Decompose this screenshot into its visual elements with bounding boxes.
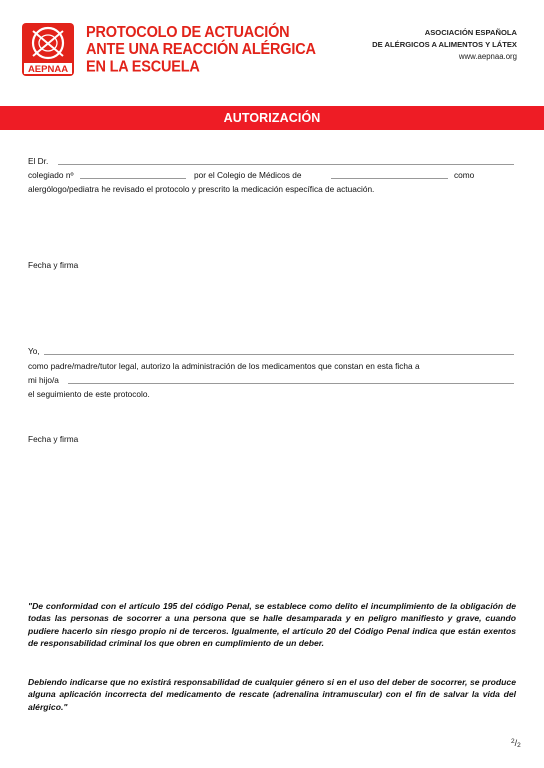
legal-note-paragraph-1: "De conformidad con el artículo 195 del código Penal, se establece como delito el incumplimiento de la obligación de todas las personas de socorrer a una persona que se halle desamparada y en peligro manifiesto y grave, cuando pudiere hacerlo sin riesgo propio ni de terceros. Igualmente, el artículo 20 del Código Penal indica que están exentos de responsabilidad criminal los que obren en cumplimiento de un deber. [28, 601, 516, 649]
doctor-statement: alergólogo/pediatra he revisado el protocolo y prescrito la medicación específica de actuación. [28, 184, 375, 194]
association-name-line2: DE ALÉRGICOS A ALIMENTOS Y LÁTEX [372, 40, 517, 49]
association-website: www.aepnaa.org [458, 52, 517, 61]
title-line-3: EN LA ESCUELA [86, 58, 200, 76]
colegiado-number-field[interactable] [80, 178, 186, 179]
page-number: $^2/_2$ [511, 738, 521, 749]
logo-text: AEPNAA [27, 64, 69, 75]
colegio-city-field[interactable] [331, 178, 448, 179]
page-current: 2 [511, 738, 515, 745]
child-name-field[interactable] [68, 383, 514, 384]
page-total: 2 [517, 742, 521, 749]
legal-note-paragraph-2: Debiendo indicarse que no existirá responsabilidad de cualquier género si en el uso del deber de socorrer, se produce alguna aplicación incorrecta del medicamento de rescate (adrenalina intramuscular) con el fin de salvar la vida del alérgico." [28, 677, 516, 712]
association-info [372, 27, 517, 63]
aepnaa-logo [22, 23, 74, 76]
child-label: mi hijo/a [28, 375, 59, 385]
colegio-label: por el Colegio de Médicos de [194, 170, 302, 180]
title-line-2: ANTE UNA REACCIÓN ALÉRGICA [86, 41, 316, 59]
yo-label: Yo, [28, 346, 40, 356]
parent-name-field[interactable] [44, 354, 514, 355]
doctor-signature-label: Fecha y firma [28, 260, 79, 270]
como-label: como [454, 170, 475, 180]
association-name-line1: ASOCIACIÓN ESPAÑOLA [424, 28, 517, 37]
parent-statement-line3: el seguimiento de este protocolo. [28, 389, 150, 399]
colegiado-label: colegiado nº [28, 170, 74, 180]
doctor-label: El Dr. [28, 156, 49, 166]
parent-signature-label: Fecha y firma [28, 434, 79, 444]
document-title [86, 24, 336, 76]
doctor-name-field[interactable] [58, 164, 514, 165]
title-line-1: PROTOCOLO DE ACTUACIÓN [86, 24, 290, 42]
section-banner: AUTORIZACIÓN [0, 106, 544, 130]
parent-statement-line1: como padre/madre/tutor legal, autorizo la administración de los medicamentos que constan en esta ficha a [28, 361, 420, 371]
